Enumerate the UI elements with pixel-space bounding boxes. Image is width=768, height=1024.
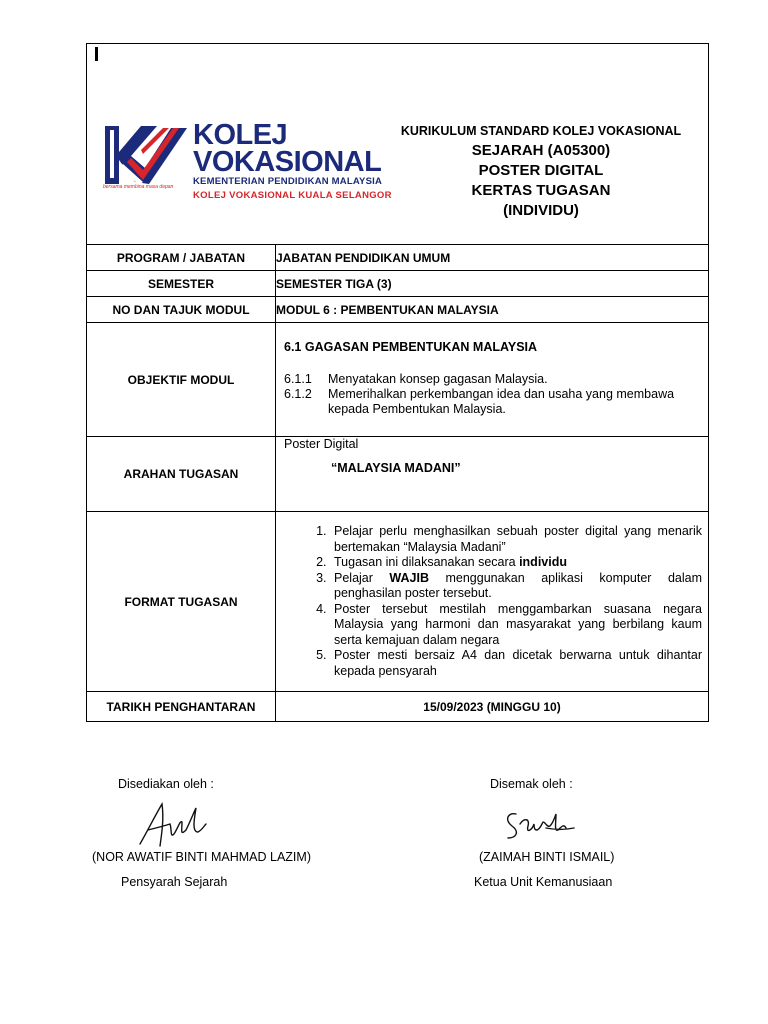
prepared-by-caption: Disediakan oleh : [118, 777, 214, 791]
objective-text: Menyatakan konsep gagasan Malaysia. [328, 372, 548, 386]
emphasis-text: individu [519, 555, 567, 569]
objective-label: OBJEKTIF MODUL [87, 323, 276, 437]
program-value: JABATAN PENDIDIKAN UMUM [276, 245, 709, 271]
prepared-by-name: (NOR AWATIF BINTI MAHMAD LAZIM) [92, 850, 311, 864]
form-header [87, 44, 709, 245]
module-row [87, 297, 709, 323]
prepared-by-signature [136, 800, 208, 850]
instruction-row [87, 437, 709, 512]
assignment-form-table [86, 43, 709, 722]
format-item: 2. Tugasan ini dilaksanakan secara individu [330, 555, 702, 571]
format-item: 3. Pelajar WAJIB menggunakan aplikasi komputer dalam penghasilan poster tersebut. [330, 571, 702, 602]
logo-name-line2: VOKASIONAL [193, 146, 382, 178]
semester-value: SEMESTER TIGA (3) [276, 271, 709, 297]
objective-text: Memerihalkan perkembangan idea dan usaha yang membawa kepada Pembentukan Malaysia. [328, 387, 675, 416]
logo-tagline: bersama membina masa depan [103, 184, 174, 190]
objective-title: 6.1 GAGASAN PEMBENTUKAN MALAYSIA [284, 340, 538, 354]
semester-row [87, 271, 709, 297]
format-cell [276, 512, 709, 692]
instruction-label: ARAHAN TUGASAN [87, 437, 276, 512]
curriculum-title: KURIKULUM STANDARD KOLEJ VOKASIONAL [400, 124, 682, 138]
deadline-row [87, 692, 709, 722]
deadline-value: 15/09/2023 (MINGGU 10) [276, 692, 709, 722]
objective-item [284, 372, 700, 387]
paper-title: KERTAS TUGASAN [471, 182, 611, 199]
objective-number: 6.1.1 [284, 372, 312, 386]
program-label: PROGRAM / JABATAN [87, 245, 276, 271]
program-row [87, 245, 709, 271]
deadline-label: TARIKH PENGHANTARAN [87, 692, 276, 722]
checked-by-role: Ketua Unit Kemanusiaan [474, 875, 613, 889]
text-cursor [95, 47, 98, 61]
format-label: FORMAT TUGASAN [87, 512, 276, 692]
mode-title: (INDIVIDU) [503, 202, 579, 219]
task-type-title: POSTER DIGITAL [478, 162, 604, 179]
kv-emblem-icon [101, 124, 191, 188]
checked-by-signature [502, 804, 576, 842]
objective-item [284, 387, 700, 417]
instruction-line1: Poster Digital [284, 437, 359, 451]
logo-name [193, 119, 382, 178]
header-title-block [385, 124, 697, 221]
checked-by-name: (ZAIMAH BINTI ISMAIL) [479, 850, 615, 864]
module-label: NO DAN TAJUK MODUL [87, 297, 276, 323]
format-list [276, 524, 708, 679]
logo-name-line1: KOLEJ [193, 119, 288, 151]
logo-ministry: KEMENTERIAN PENDIDIKAN MALAYSIA [193, 176, 383, 187]
format-row [87, 512, 709, 692]
emphasis-text: WAJIB [389, 570, 429, 585]
kolej-vokasional-logo [101, 119, 397, 202]
module-value: MODUL 6 : PEMBENTUKAN MALAYSIA [276, 297, 709, 323]
logo-campus: KOLEJ VOKASIONAL KUALA SELANGOR [193, 190, 392, 201]
checked-by-caption: Disemak oleh : [490, 777, 573, 791]
objective-row [87, 323, 709, 437]
objective-cell [276, 323, 709, 437]
format-item: 1. Pelajar perlu menghasilkan sebuah poster digital yang menarik bertemakan “Malaysia Madani” [330, 524, 702, 555]
prepared-by-role: Pensyarah Sejarah [121, 875, 228, 889]
objective-number: 6.1.2 [284, 387, 312, 401]
semester-label: SEMESTER [87, 271, 276, 297]
instruction-theme: “MALAYSIA MADANI” [331, 461, 461, 475]
subject-title: SEJARAH (A05300) [471, 142, 611, 159]
format-item: 5. Poster mesti bersaiz A4 dan dicetak berwarna untuk dihantar kepada pensyarah [330, 648, 702, 679]
format-item: 4. Poster tersebut mestilah menggambarkan suasana negara Malaysia yang harmoni dan masyarakat yang berbilang kaum serta kemajuan dalam negara [330, 602, 702, 649]
instruction-cell [276, 437, 709, 512]
